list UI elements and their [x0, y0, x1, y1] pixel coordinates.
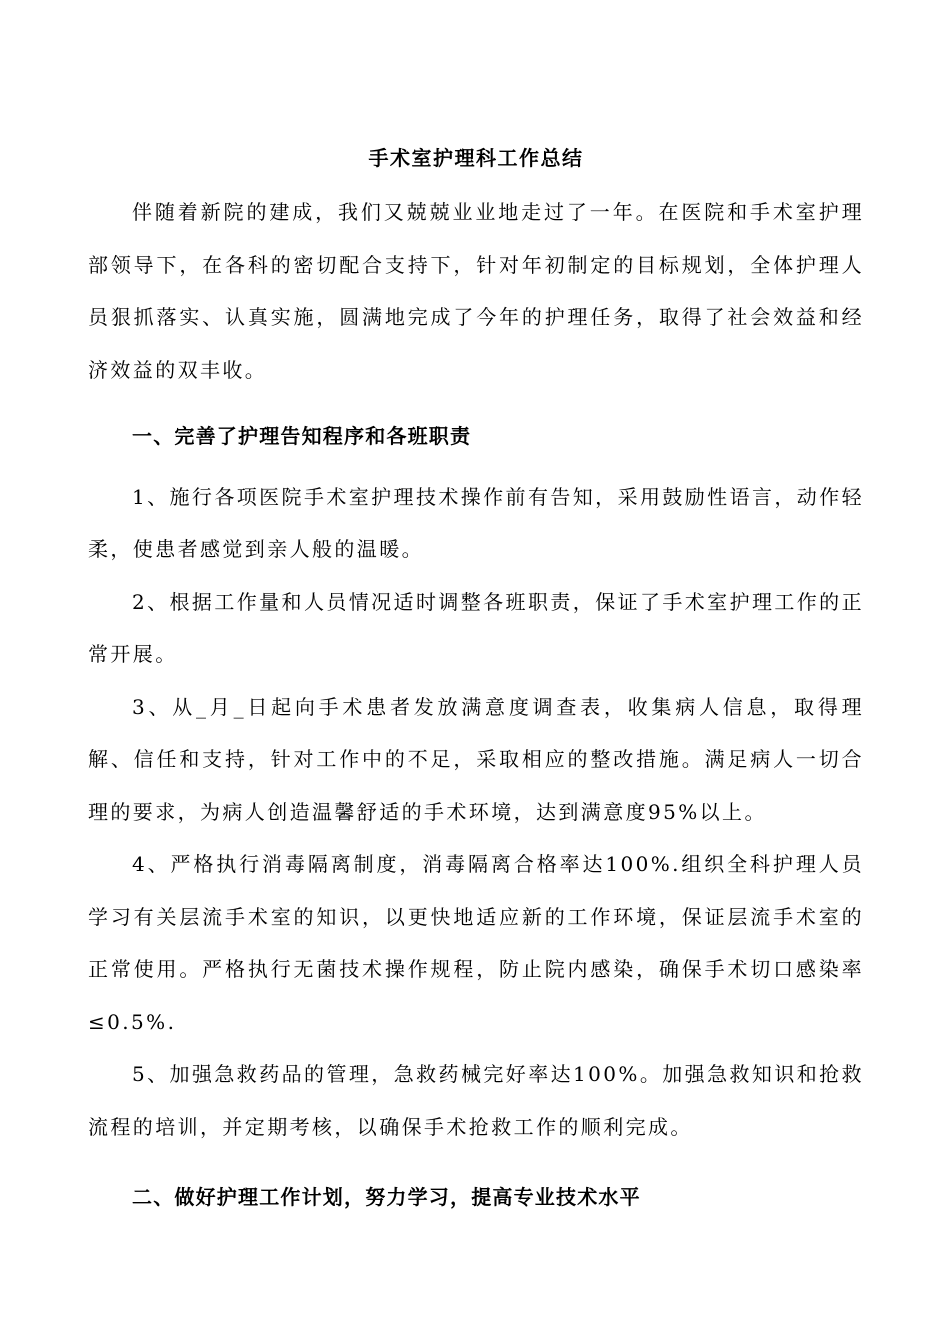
section-1-item-1: 1、施行各项医院手术室护理技术操作前有告知，采用鼓励性语言，动作轻柔，使患者感觉到亲人般的温暖。	[88, 484, 864, 561]
section-1-item-5: 5、加强急救药品的管理，急救药械完好率达100%。加强急救知识和抢救流程的培训，并定期考核，以确保手术抢救工作的顺利完成。	[88, 1062, 864, 1139]
section-1-item-4: 4、严格执行消毒隔离制度，消毒隔离合格率达100%.组织全科护理人员学习有关层流手术室的知识，以更快地适应新的工作环境，保证层流手术室的正常使用。严格执行无菌技术操作规程，防止院内感染，确保手术切口感染率≤0.5%.	[88, 852, 864, 1034]
section-1-item-2: 2、根据工作量和人员情况适时调整各班职责，保证了手术室护理工作的正常开展。	[88, 589, 864, 666]
intro-paragraph: 伴随着新院的建成，我们又兢兢业业地走过了一年。在医院和手术室护理部领导下，在各科的密切配合支持下，针对年初制定的目标规划，全体护理人员狠抓落实、认真实施，圆满地完成了今年的护理任务，取得了社会效益和经济效益的双丰收。	[88, 200, 864, 382]
spacer	[88, 463, 864, 471]
section-1-heading: 一、完善了护理告知程序和各班职责	[132, 424, 472, 448]
document-page	[88, 138, 864, 1224]
section-2-heading: 二、做好护理工作计划，努力学习，提高专业技术水平	[132, 1185, 641, 1209]
section-1-item-3: 3、从_月_日起向手术患者发放满意度调查表，收集病人信息，取得理解、信任和支持，针对工作中的不足，采取相应的整改措施。满足病人一切合理的要求，为病人创造温馨舒适的手术环境，达到满意度95%以上。	[88, 694, 864, 824]
document-title: 手术室护理科工作总结	[368, 146, 584, 170]
